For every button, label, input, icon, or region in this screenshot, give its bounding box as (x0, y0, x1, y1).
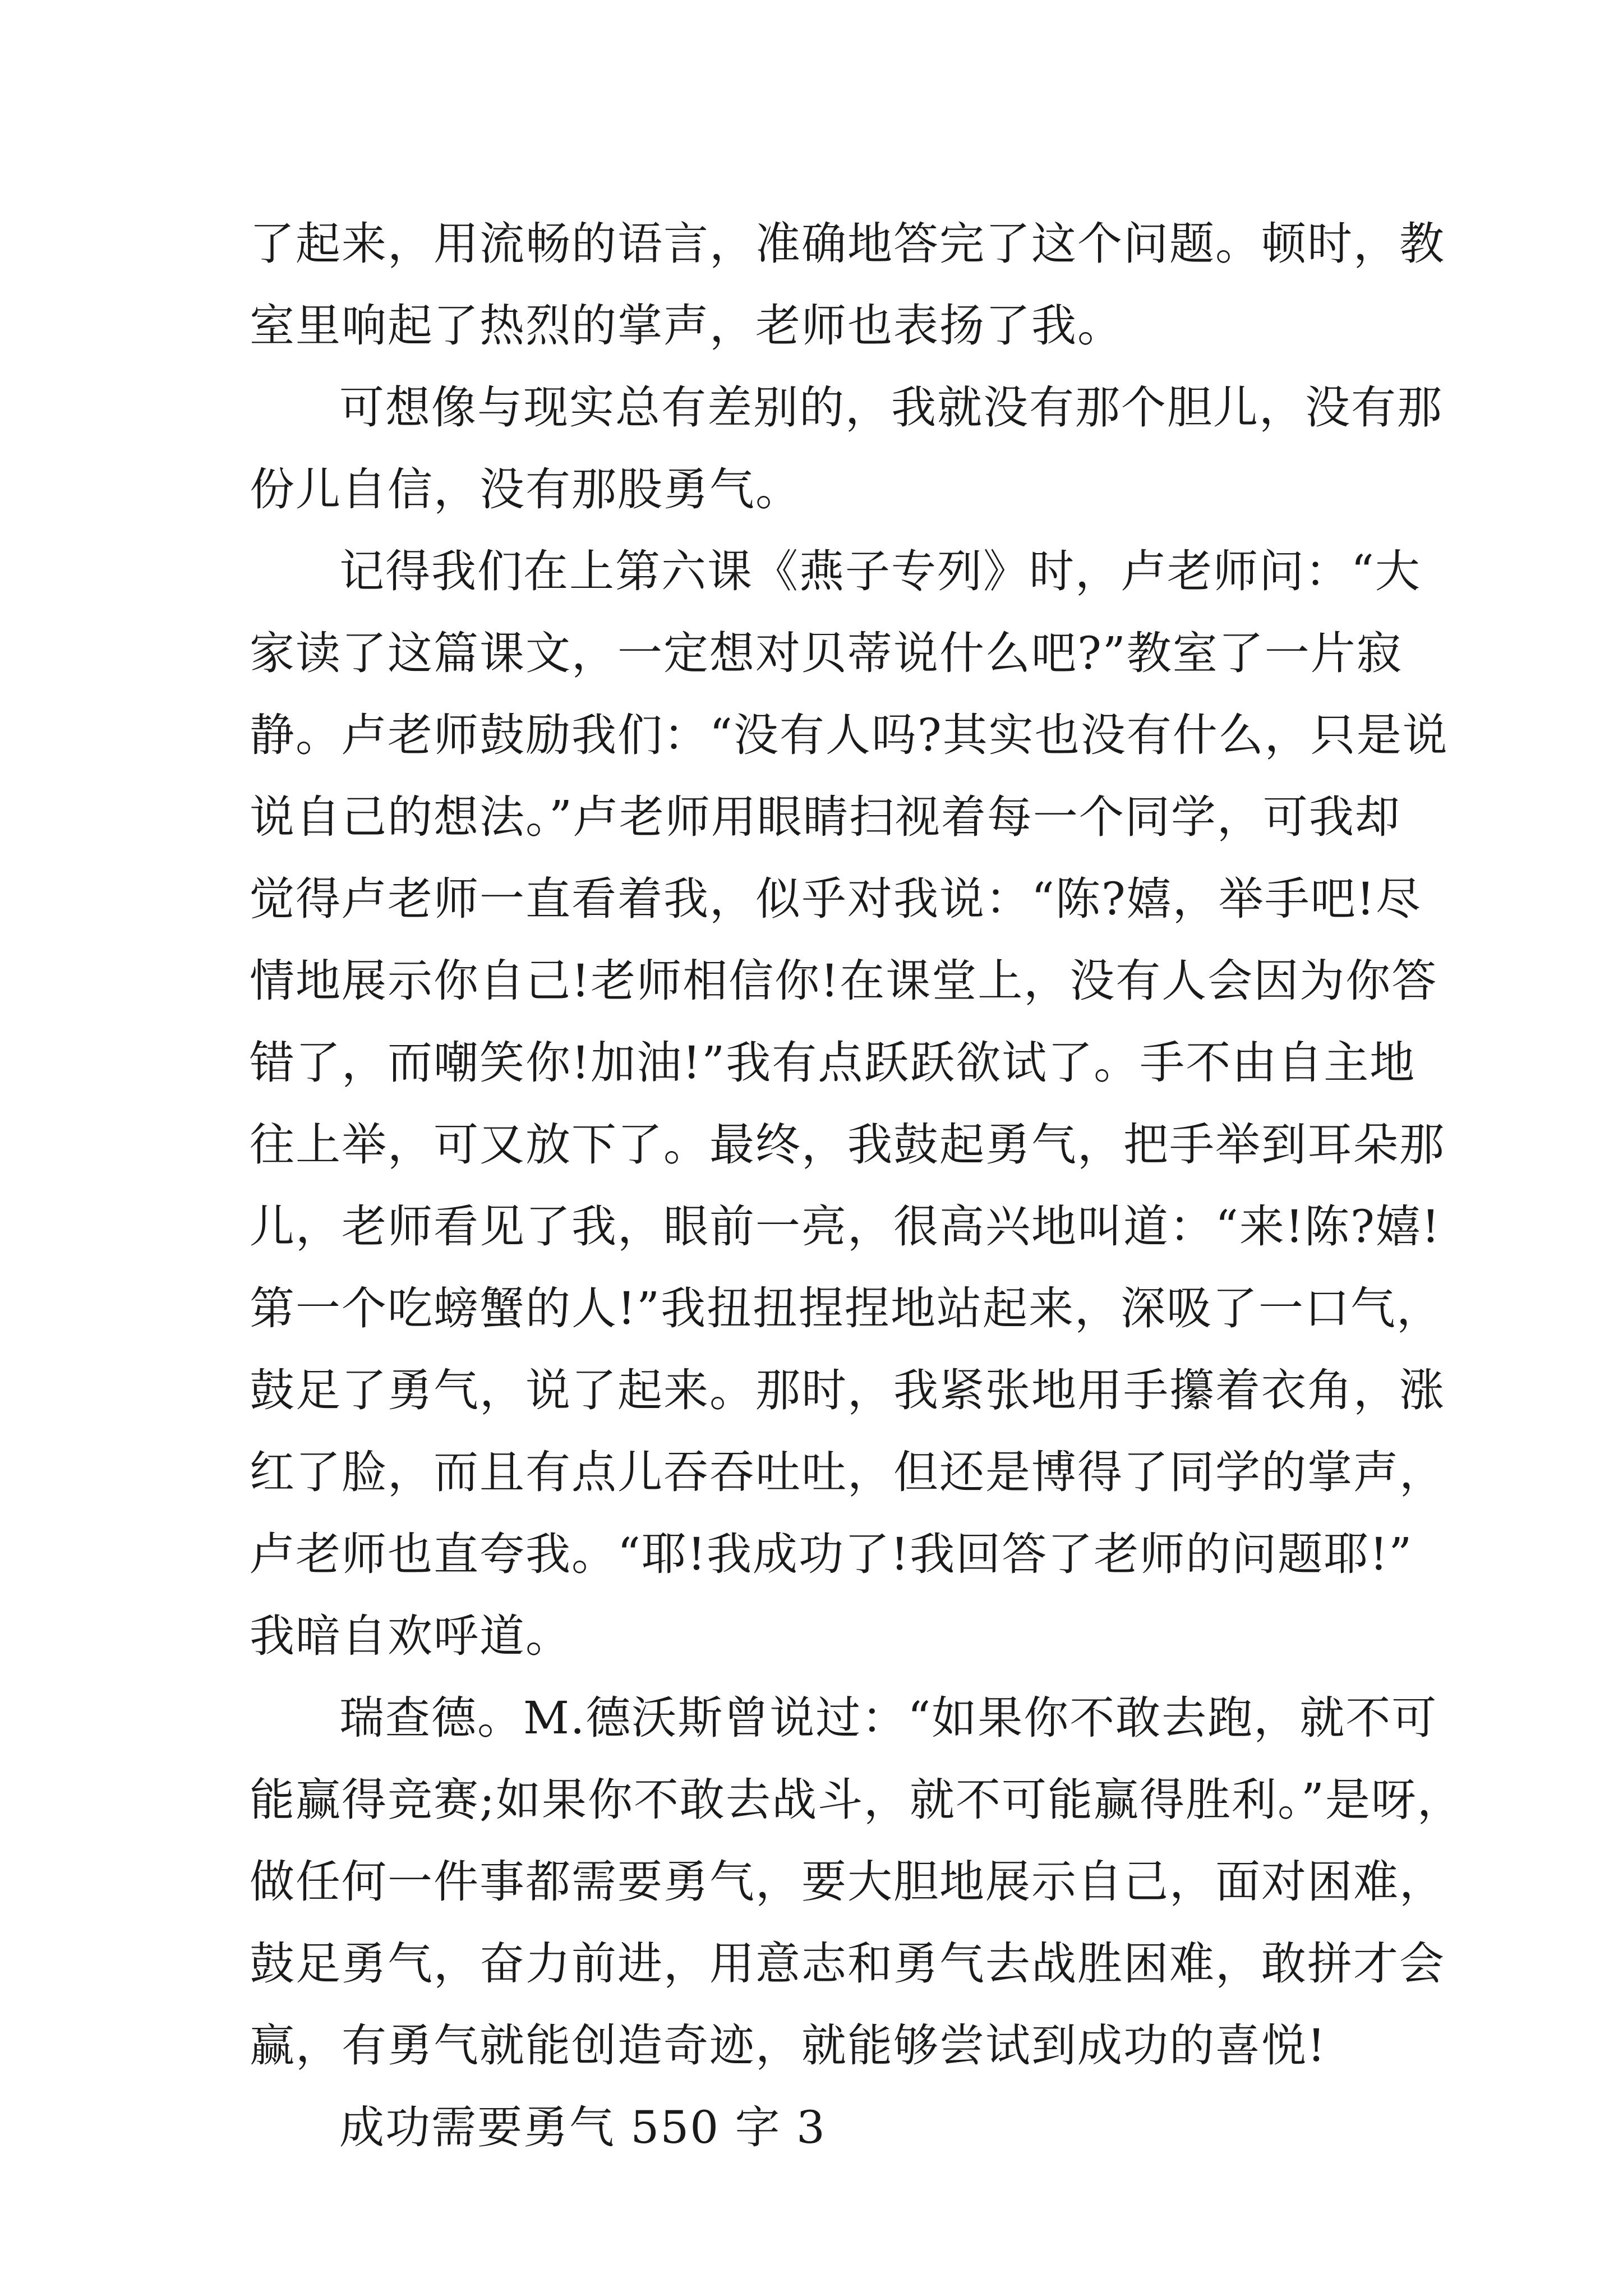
text-line: 鼓足了勇气，说了起来。那时，我紧张地用手攥着衣角，涨 (250, 1364, 1445, 1416)
text-line: 卢老师也直夸我。“耶!我成功了!我回答了老师的问题耶!” (250, 1528, 1413, 1580)
text-line: 红了脸，而且有点儿吞吞吐吐，但还是博得了同学的掌声， (250, 1446, 1445, 1498)
text-line: 静。卢老师鼓励我们：“没有人吗?其实也没有什么，只是说 (250, 709, 1449, 761)
text-line: 做任何一件事都需要勇气，要大胆地展示自己，面对困难， (250, 1856, 1445, 1908)
paragraph (250, 531, 1449, 1677)
text-line: 说自己的想法。”卢老师用眼睛扫视着每一个同学，可我却 (250, 791, 1401, 843)
text-line: 往上举，可又放下了。最终，我鼓起勇气，把手举到耳朵那 (250, 1119, 1445, 1171)
text-line: 能赢得竞赛;如果你不敢去战斗，就不可能赢得胜利。”是呀， (250, 1774, 1463, 1826)
text-line: 情地展示你自己!老师相信你!在课堂上，没有人会因为你答 (250, 955, 1438, 1007)
text-line: 了起来，用流畅的语言，准确地答完了这个问题。顿时，教 (250, 218, 1445, 270)
text-line: 可想像与现实总有差别的，我就没有那个胆儿，没有那 (339, 381, 1443, 434)
text-line: 瑞查德。M.德沃斯曾说过：“如果你不敢去跑，就不可 (339, 1692, 1438, 1744)
body-text (250, 203, 1463, 2169)
paragraph (250, 1677, 1463, 2087)
text-line: 鼓足勇气，奋力前进，用意志和勇气去战胜困难，敢拼才会 (250, 1938, 1445, 1990)
text-line: 我暗自欢呼道。 (250, 1610, 571, 1662)
paragraph (250, 367, 1443, 531)
text-line: 第一个吃螃蟹的人!”我扭扭捏捏地站起来，深吸了一口气， (250, 1282, 1443, 1335)
text-line: 室里响起了热烈的掌声，老师也表扬了我。 (250, 300, 1123, 352)
text-line: 觉得卢老师一直看着我，似乎对我说：“陈?嬉，举手吧!尽 (250, 873, 1422, 925)
text-line: 儿，老师看见了我，眼前一亮，很高兴地叫道：“来!陈?嬉! (250, 1200, 1441, 1253)
text-line: 记得我们在上第六课《燕子专列》时，卢老师问：“大 (339, 545, 1421, 597)
text-line: 成功需要勇气 550 字 3 (339, 2101, 826, 2154)
section-heading (250, 2087, 1396, 2169)
text-line: 错了，而嘲笑你!加油!”我有点跃跃欲试了。手不由自主地 (250, 1037, 1416, 1089)
text-line: 赢，有勇气就能创造奇迹，就能够尝试到成功的喜悦! (250, 2019, 1327, 2072)
text-line: 份儿自信，没有那股勇气。 (250, 463, 801, 516)
text-line: 家读了这篇课文，一定想对贝蒂说什么吧?”教室了一片寂 (250, 627, 1403, 679)
paragraph (250, 203, 1445, 367)
